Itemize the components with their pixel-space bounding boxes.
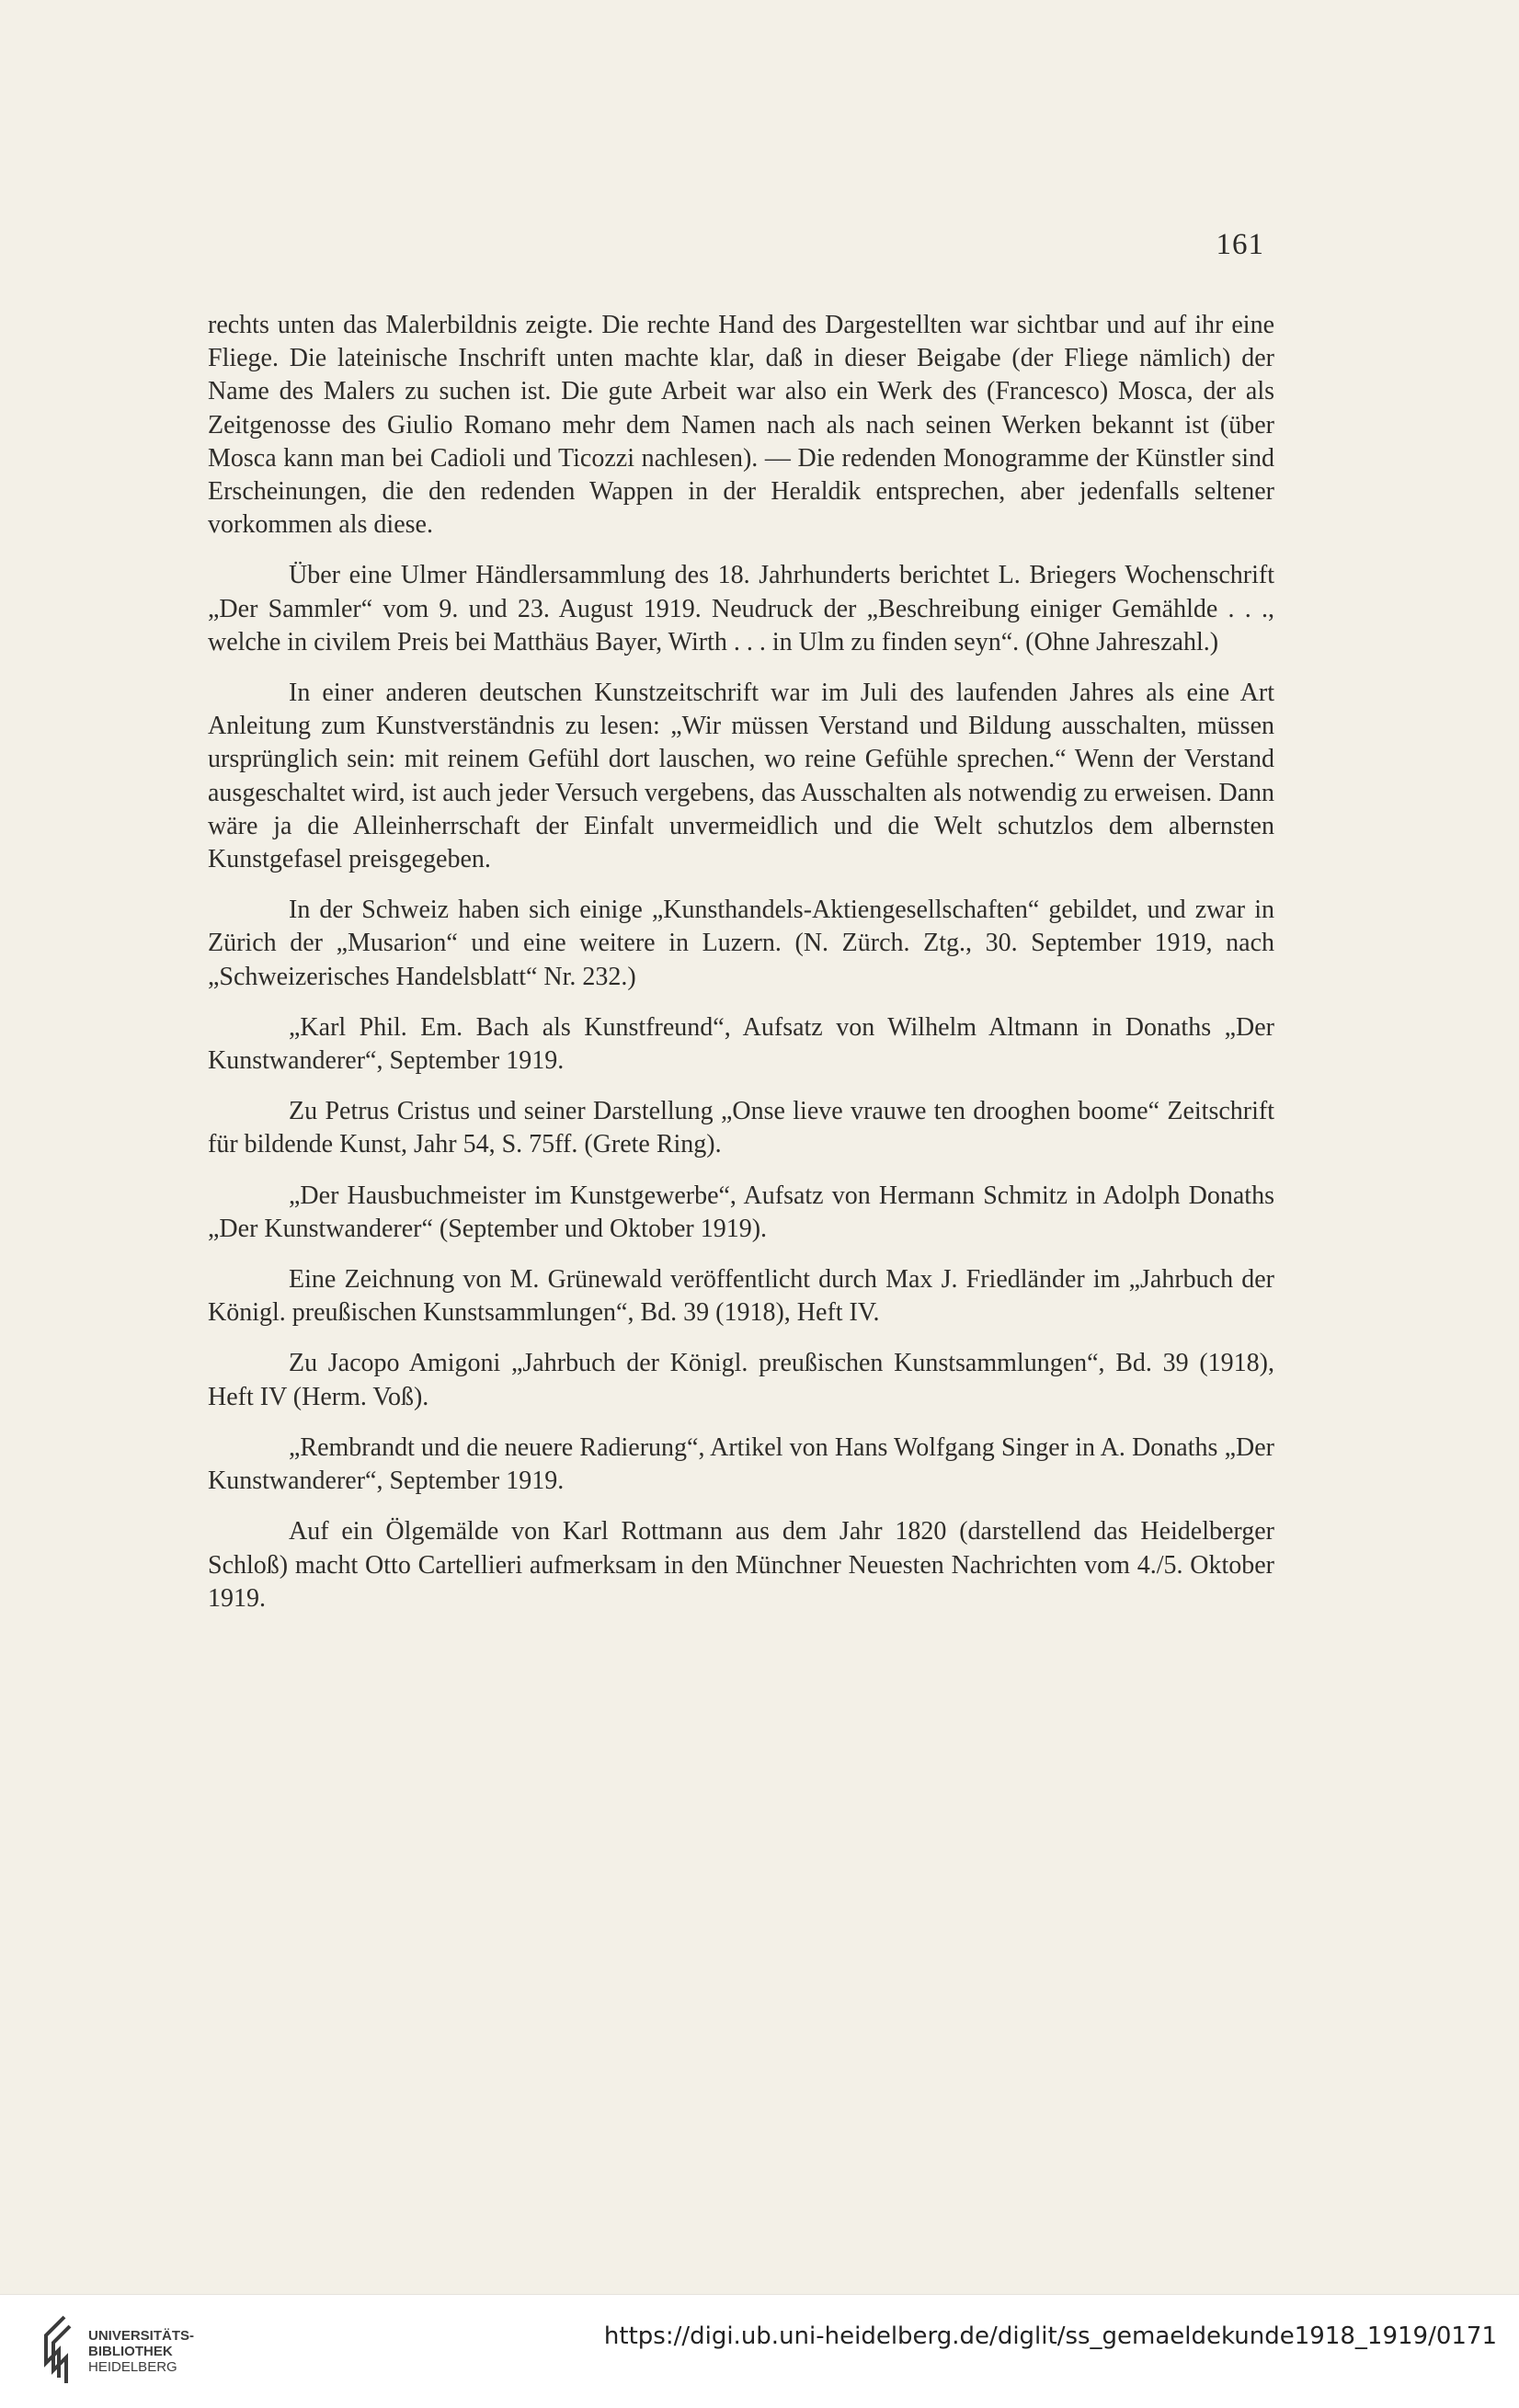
paragraph: In einer anderen deutschen Kunstzeitschrift war im Juli des laufenden Jahres als eine Art Anleitung zum Kunstverständnis zu lesen: „Wir müssen Verstand und Bildung ausschalten, müssen ursprünglich sein: mit reinem Gefühl dort lauschen, wo reine Gefühle sprechen.“ Wenn der Verstand ausgeschaltet wird, ist auch jeder Versuch vergebens, das Ausschalten als notwendig zu erweisen. Dann wäre ja die Alleinherrschaft der Einfalt unvermeidlich und die Welt schutzlos dem albernsten Kunstgefasel preisgegeben. — [208, 679, 1274, 874]
library-logo — [37, 2313, 221, 2387]
logo-line: HEIDELBERG — [88, 2359, 177, 2375]
paragraph: In der Schweiz haben sich einige „Kunsthandels-Aktiengesellschaften“ gebildet, und zwar in Zürich der „Musarion“ und eine weitere in Luzern. (N. Zürch. Ztg., 30. September 1919, nach „Schweizerisches Handelsblatt“ Nr. 232.) — [208, 896, 1274, 991]
logo-line: BIBLIOTHEK — [88, 2344, 173, 2359]
paragraph: Eine Zeichnung von M. Grünewald veröffentlicht durch Max J. Friedländer im „Jahrbuch der Königl. preußischen Kunstsammlungen“, Bd. 39 (1918), Heft IV. — [208, 1265, 1274, 1328]
library-logo-text — [88, 2328, 194, 2375]
source-url[interactable]: https://digi.ub.uni-heidelberg.de/diglit/ss_gemaeldekunde1918_1919/0171 — [603, 2322, 1497, 2350]
library-footer — [0, 2294, 1519, 2408]
paragraph: Über eine Ulmer Händlersammlung des 18. Jahrhunderts berichtet L. Briegers Wochenschrift „Der Sammler“ vom 9. und 23. August 1919. Neudruck der „Beschreibung einiger Gemählde . . ., welche in civilem Preis bei Matthäus Bayer, Wirth . . . in Ulm zu finden seyn“. (Ohne Jahreszahl.) — [208, 561, 1274, 656]
paragraph: Zu Petrus Cristus und seiner Darstellung „Onse lieve vrauwe ten drooghen boome“ Zeitschrift für bildende Kunst, Jahr 54, S. 75ff. (Grete Ring). — [208, 1097, 1274, 1159]
paragraph: rechts unten das Malerbildnis zeigte. Die rechte Hand des Dargestellten war sichtbar und auf ihr eine Fliege. Die lateinische Inschrift unten machte klar, daß in dieser Beigabe (der Fliege nämlich) der Name des Malers zu suchen ist. Die gute Arbeit war also ein Werk des (Francesco) Mosca, der als Zeitgenosse des Giulio Romano mehr dem Namen nach als nach seinen Werken bekannt ist (über Mosca kann man bei Cadioli und Ticozzi nachlesen). — Die redenden Monogramme der Künstler sind Erscheinungen, die den redenden Wappen in der Heraldik entsprechen, aber jedenfalls seltener vorkommen als diese. — [208, 311, 1274, 540]
library-logo-icon — [37, 2313, 77, 2387]
paragraph: Zu Jacopo Amigoni „Jahrbuch der Königl. preußischen Kunstsammlungen“, Bd. 39 (1918), Heft IV (Herm. Voß). — [208, 1349, 1274, 1411]
logo-line: UNIVERSITÄTS- — [88, 2328, 195, 2344]
page-number: 161 — [1216, 228, 1264, 261]
paragraph: „Karl Phil. Em. Bach als Kunstfreund“, Aufsatz von Wilhelm Altmann in Donaths „Der Kunstwanderer“, September 1919. — [208, 1012, 1274, 1076]
paragraph: „Rembrandt und die neuere Radierung“, Artikel von Hans Wolfgang Singer in A. Donaths „Der Kunstwanderer“, September 1919. — [208, 1432, 1274, 1496]
body-text — [208, 309, 1274, 1633]
paragraph: Auf ein Ölgemälde von Karl Rottmann aus dem Jahr 1820 (darstellend das Heidelberger Schloß) macht Otto Cartellieri aufmerksam in den Münchner Neuesten Nachrichten vom 4./5. Oktober 1919. — [208, 1517, 1274, 1613]
paragraph: „Der Hausbuchmeister im Kunstgewerbe“, Aufsatz von Hermann Schmitz in Adolph Donaths „Der Kunstwanderer“ (September und Oktober 1919). — [208, 1181, 1274, 1243]
